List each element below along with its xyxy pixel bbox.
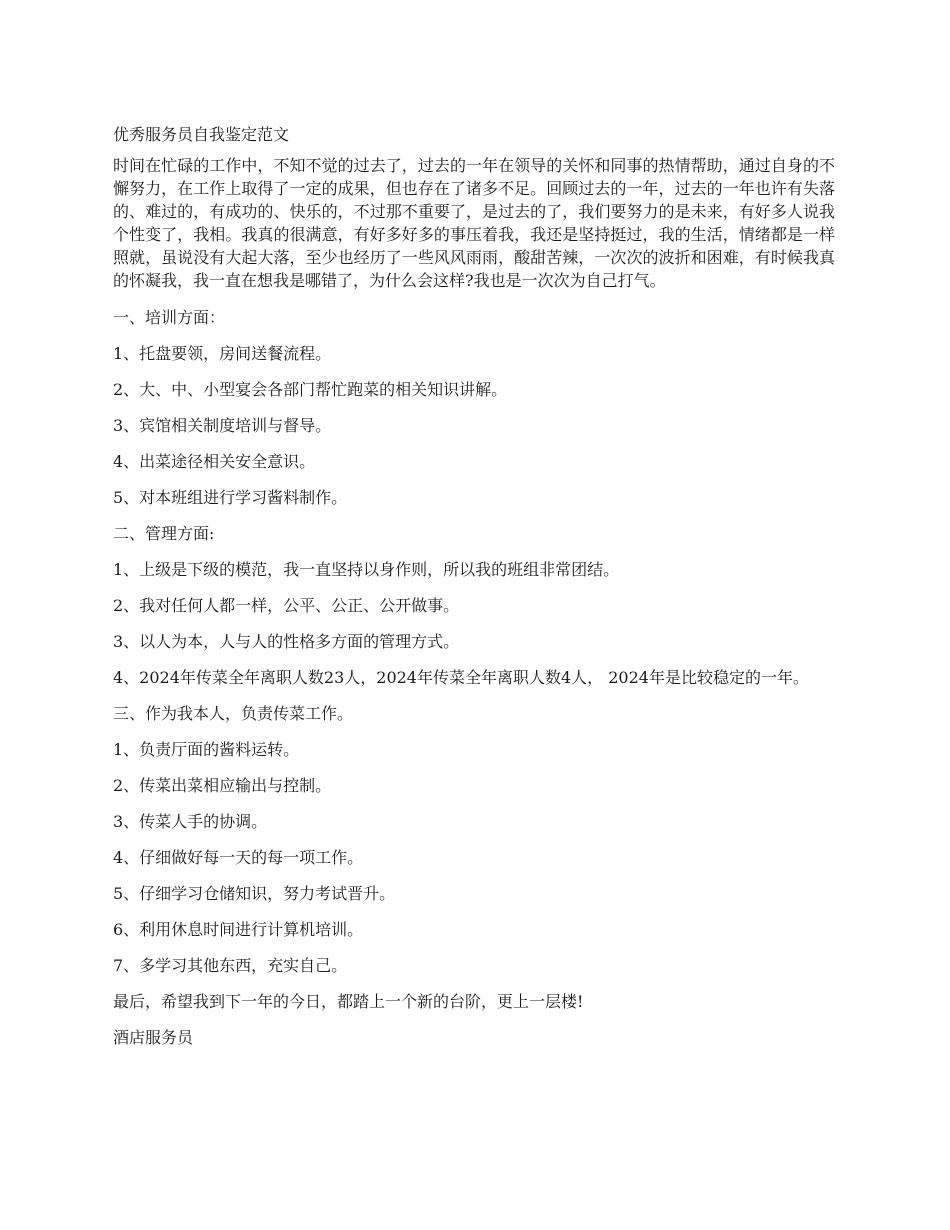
list-item: 4、2024年传菜全年离职人数23人，2024年传菜全年离职人数4人， 2024年是比较稳定的一年。 — [113, 668, 809, 687]
document-page — [113, 123, 835, 1062]
intro-paragraph: 时间在忙碌的工作中，不知不觉的过去了，过去的一年在领导的关怀和同事的热情帮助，通过自身的不懈努力，在工作上取得了一定的成果，但也存在了诸多不足。回顾过去的一年，过去的一年也许有失落的、难过的，有成功的、快乐的，不过那不重要了，是过去的了，我们要努力的是未来，有好多人说我个性变了，我相。我真的很满意，有好多好多的事压着我，我还是坚持挺过，我的生活，情绪都是一样照就，虽说没有大起大落，至少也经历了一些风风雨雨，酸甜苦辣，一次次的波折和困难，有时候我真的怀凝我，我一直在想我是哪错了，为什么会这样?我也是一次次为自己打气。 — [113, 156, 835, 290]
document-title: 优秀服务员自我鉴定范文 — [113, 125, 290, 144]
section-heading-management: 二、管理方面: — [113, 524, 215, 543]
list-item: 4、仔细做好每一天的每一项工作。 — [113, 848, 364, 867]
list-item: 1、负责厅面的酱料运转。 — [113, 740, 300, 759]
section-heading-personal: 三、作为我本人，负责传菜工作。 — [113, 704, 354, 723]
list-item: 3、以人为本，人与人的性格多方面的管理方式。 — [113, 632, 460, 651]
signature: 酒店服务员 — [113, 1028, 194, 1047]
section-heading-training: 一、培训方面： — [113, 308, 226, 327]
list-item: 3、传菜人手的协调。 — [113, 812, 268, 831]
list-item: 6、利用休息时间进行计算机培训。 — [113, 920, 364, 939]
list-item: 1、托盘要领，房间送餐流程。 — [113, 344, 332, 363]
list-item: 1、上级是下级的模范，我一直坚持以身作则，所以我的班组非常团结。 — [113, 560, 620, 579]
list-item: 2、大、中、小型宴会各部门帮忙跑菜的相关知识讲解。 — [113, 380, 508, 399]
list-item: 2、传菜出菜相应输出与控制。 — [113, 776, 332, 795]
list-item: 2、我对任何人都一样，公平、公正、公开做事。 — [113, 596, 460, 615]
list-item: 4、出菜途径相关安全意识。 — [113, 452, 316, 471]
list-item: 3、宾馆相关制度培训与督导。 — [113, 416, 332, 435]
list-item: 5、仔细学习仓储知识，努力考试晋升。 — [113, 884, 396, 903]
closing-paragraph: 最后，希望我到下一年的今日，都踏上一个新的台阶，更上一层楼! — [113, 992, 584, 1011]
list-item: 7、多学习其他东西，充实自己。 — [113, 956, 348, 975]
list-item: 5、对本班组进行学习酱料制作。 — [113, 488, 348, 507]
